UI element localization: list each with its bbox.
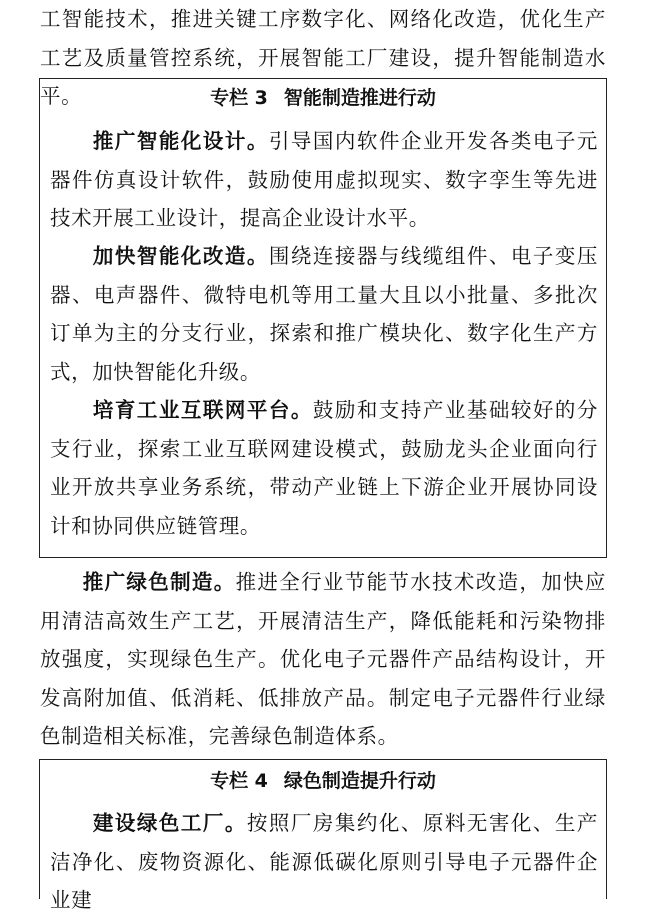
middle-paragraph: 推广绿色制造。推进全行业节能节水技术改造，加快应用清洁高效生产工艺，开展清洁生产，降低能耗和污染物排放强度，实现绿色生产。优化电子元器件产品结构设计，开发高附加值、低消耗、低排放产品。制定电子元器件行业绿色制造相关标准，完善绿色制造体系。 <box>40 570 607 748</box>
box-3-item-1: 推广智能化设计。引导国内软件企业开发各类电子元器件仿真设计软件，鼓励使用虚拟现实、数字孪生等先进技术开展工业设计，提高企业设计水平。 <box>50 129 598 230</box>
column-box-3 <box>39 78 607 558</box>
top-paragraph: 工智能技术，推进关键工序数字化、网络化改造，优化生产工艺及质量管控系统，开展智能工厂建设，提升智能制造水平。 <box>40 7 606 108</box>
column-box-4 <box>39 759 607 912</box>
box-4-title: 专栏 4 绿色制造提升行动 <box>210 770 436 792</box>
box-3-title: 专栏 3 智能制造推进行动 <box>210 87 436 109</box>
box-4-item-1: 建设绿色工厂。按照厂房集约化、原料无害化、生产洁净化、废物资源化、能源低碳化原则引导电子元器件企业建 <box>50 811 598 912</box>
box-3-item-3: 培育工业互联网平台。鼓励和支持产业基础较好的分支行业，探索工业互联网建设模式，鼓励龙头企业面向行业开放共享业务系统，带动产业链上下游企业开展协同设计和协同供应链管理。 <box>50 398 598 538</box>
box-3-item-2: 加快智能化改造。围绕连接器与线缆组件、电子变压器、电声器件、微特电机等用工量大且以小批量、多批次订单为主的分支行业，探索和推广模块化、数字化生产方式，加快智能化升级。 <box>50 244 598 384</box>
